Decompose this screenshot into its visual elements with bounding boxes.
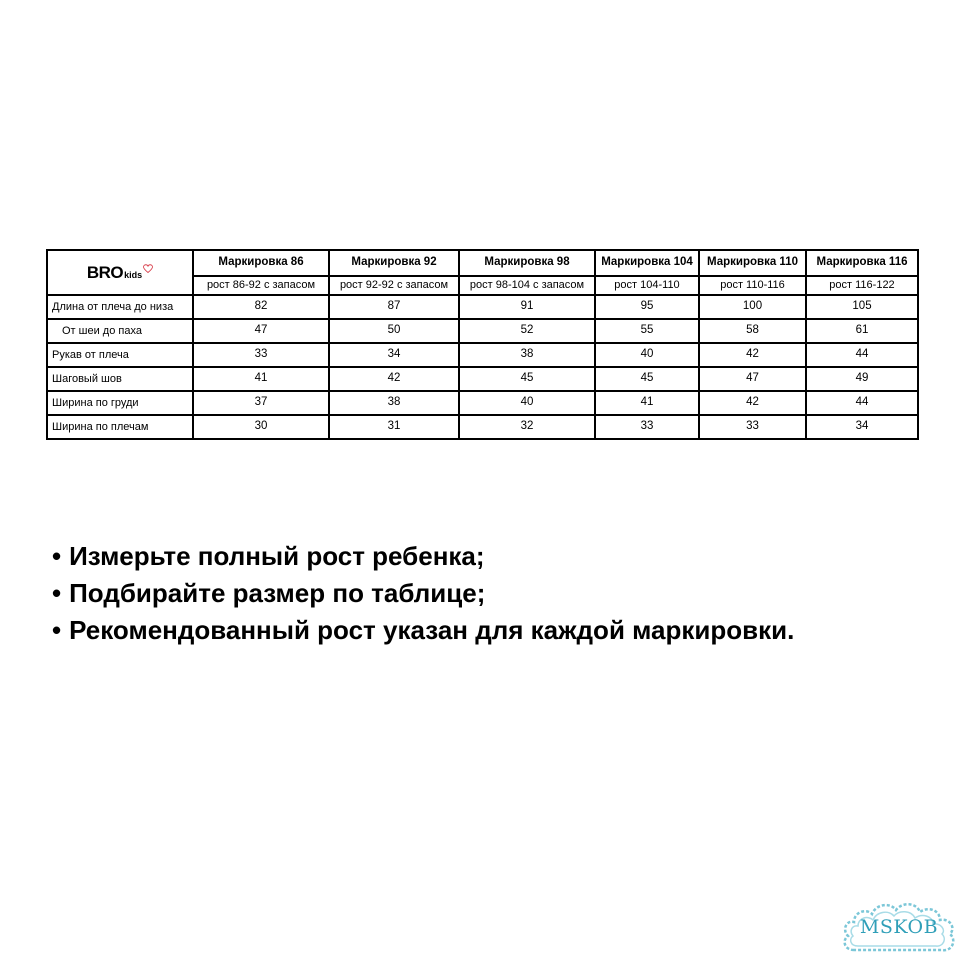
table-cell: 58 [699,319,806,343]
table-cell: 42 [329,367,459,391]
table-cell: 44 [806,391,918,415]
bullet: • [52,615,62,645]
tip-item [52,612,794,649]
table-cell: 31 [329,415,459,439]
row-label: От шеи до паха [47,319,193,343]
logo-sub-text: kids [124,270,143,280]
table-cell: 47 [699,367,806,391]
table-row [47,343,918,367]
table-cell: 42 [699,343,806,367]
tip-text: Измерьте полный рост ребенка; [69,541,485,571]
table-cell: 47 [193,319,329,343]
table-cell: 41 [595,391,699,415]
column-title-98: Маркировка 98 [459,250,595,276]
tips-list [52,538,794,649]
row-label: Ширина по плечам [47,415,193,439]
watermark [840,896,958,960]
column-height-92: рост 92-92 с запасом [329,276,459,295]
column-height-98: рост 98-104 с запасом [459,276,595,295]
row-label: Ширина по груди [47,391,193,415]
size-chart-table [46,249,919,440]
table-cell: 105 [806,295,918,319]
table-cell: 87 [329,295,459,319]
table-cell: 45 [595,367,699,391]
table-cell: 34 [329,343,459,367]
table-cell: 52 [459,319,595,343]
table-cell: 49 [806,367,918,391]
brand-logo [87,264,153,281]
table-cell: 91 [459,295,595,319]
column-title-116: Маркировка 116 [806,250,918,276]
bullet: • [52,541,62,571]
logo-main-text: BRO [86,263,124,282]
table-row [47,319,918,343]
table-cell: 45 [459,367,595,391]
table-cell: 38 [329,391,459,415]
row-label: Длина от плеча до низа [47,295,193,319]
row-label: Рукав от плеча [47,343,193,367]
table-cell: 50 [329,319,459,343]
column-height-86: рост 86-92 с запасом [193,276,329,295]
table-cell: 34 [806,415,918,439]
table-cell: 55 [595,319,699,343]
table-cell: 100 [699,295,806,319]
table-cell: 32 [459,415,595,439]
table-row [47,391,918,415]
table-cell: 42 [699,391,806,415]
row-label: Шаговый шов [47,367,193,391]
table-cell: 82 [193,295,329,319]
column-title-86: Маркировка 86 [193,250,329,276]
column-title-92: Маркировка 92 [329,250,459,276]
column-height-116: рост 116-122 [806,276,918,295]
column-height-104: рост 104-110 [595,276,699,295]
table-row [47,415,918,439]
table-cell: 61 [806,319,918,343]
heart-icon [143,264,153,274]
tip-text: Рекомендованный рост указан для каждой маркировки. [69,615,795,645]
table-cell: 30 [193,415,329,439]
watermark-text: MSKOB [859,916,939,938]
column-title-110: Маркировка 110 [699,250,806,276]
table-row [47,367,918,391]
header-row [47,250,918,276]
table-cell: 40 [459,391,595,415]
column-title-104: Маркировка 104 [595,250,699,276]
tip-item [52,538,794,575]
tip-text: Подбирайте размер по таблице; [69,578,486,608]
brand-logo-cell [47,250,193,295]
table-cell: 40 [595,343,699,367]
table-cell: 33 [699,415,806,439]
table-cell: 41 [193,367,329,391]
table-cell: 37 [193,391,329,415]
tip-item [52,575,794,612]
table-cell: 44 [806,343,918,367]
table-cell: 95 [595,295,699,319]
table-cell: 33 [193,343,329,367]
table-row [47,295,918,319]
bullet: • [52,578,62,608]
table-cell: 33 [595,415,699,439]
column-height-110: рост 110-116 [699,276,806,295]
table-cell: 38 [459,343,595,367]
